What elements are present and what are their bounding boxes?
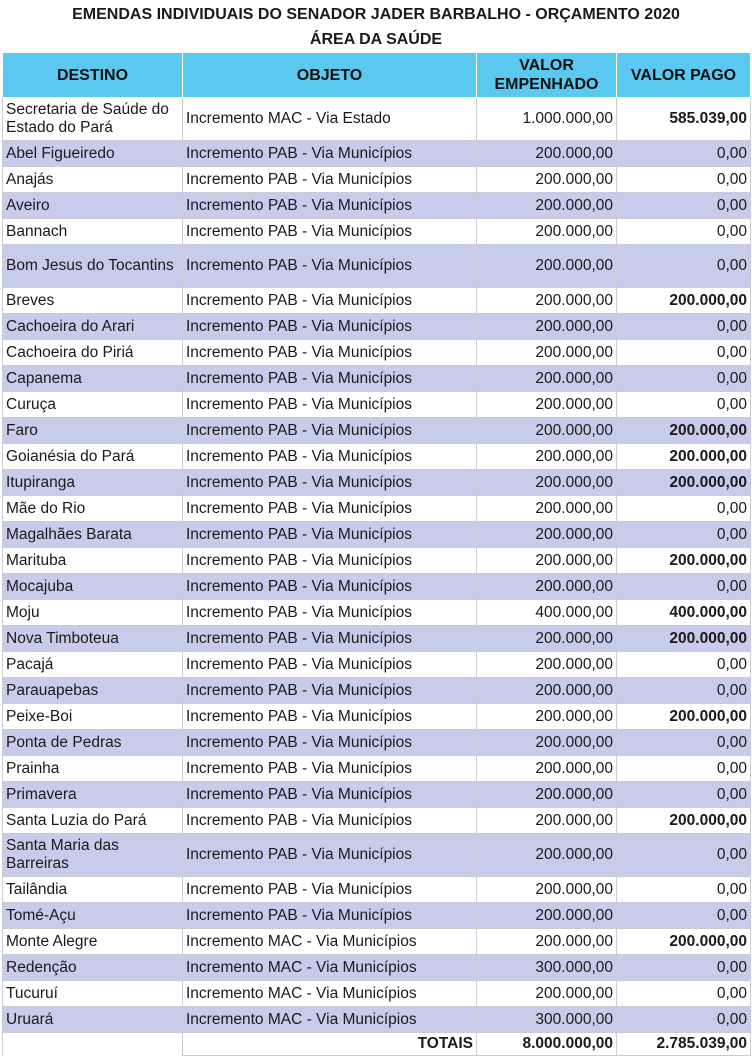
cell-valor-pago: 0,00 — [617, 141, 751, 167]
cell-destino: Parauapebas — [3, 678, 183, 704]
cell-objeto: Incremento PAB - Via Municípios — [183, 522, 477, 548]
cell-destino: Tailândia — [3, 877, 183, 903]
cell-objeto: Incremento MAC - Via Municípios — [183, 981, 477, 1007]
cell-valor-empenhado: 300.000,00 — [477, 955, 617, 981]
table-row — [3, 141, 751, 167]
cell-objeto: Incremento PAB - Via Municípios — [183, 808, 477, 834]
cell-valor-empenhado: 200.000,00 — [477, 245, 617, 288]
table-row — [3, 600, 751, 626]
totals-label: TOTAIS — [183, 1033, 477, 1056]
cell-valor-empenhado: 200.000,00 — [477, 366, 617, 392]
totals-pago: 2.785.039,00 — [617, 1033, 751, 1056]
cell-destino: Magalhães Barata — [3, 522, 183, 548]
cell-destino: Prainha — [3, 756, 183, 782]
table-title-block — [0, 0, 752, 52]
cell-valor-pago: 0,00 — [617, 314, 751, 340]
cell-valor-pago: 585.039,00 — [617, 98, 751, 141]
cell-valor-pago: 200.000,00 — [617, 548, 751, 574]
cell-valor-pago: 200.000,00 — [617, 929, 751, 955]
cell-objeto: Incremento PAB - Via Municípios — [183, 704, 477, 730]
cell-valor-empenhado: 200.000,00 — [477, 548, 617, 574]
cell-valor-pago: 200.000,00 — [617, 808, 751, 834]
header-destino: DESTINO — [3, 53, 183, 98]
cell-valor-empenhado: 200.000,00 — [477, 193, 617, 219]
cell-objeto: Incremento PAB - Via Municípios — [183, 418, 477, 444]
cell-valor-pago: 0,00 — [617, 522, 751, 548]
table-row — [3, 245, 751, 288]
cell-valor-pago: 200.000,00 — [617, 704, 751, 730]
amendments-table — [2, 52, 751, 1056]
cell-objeto: Incremento MAC - Via Municípios — [183, 929, 477, 955]
cell-valor-empenhado: 200.000,00 — [477, 418, 617, 444]
cell-destino: Cachoeira do Arari — [3, 314, 183, 340]
cell-valor-pago: 0,00 — [617, 392, 751, 418]
cell-destino: Faro — [3, 418, 183, 444]
cell-valor-pago: 0,00 — [617, 678, 751, 704]
cell-valor-empenhado: 200.000,00 — [477, 574, 617, 600]
cell-destino: Pacajá — [3, 652, 183, 678]
cell-objeto: Incremento PAB - Via Municípios — [183, 141, 477, 167]
cell-destino: Curuça — [3, 392, 183, 418]
cell-valor-pago: 0,00 — [617, 574, 751, 600]
cell-objeto: Incremento MAC - Via Municípios — [183, 955, 477, 981]
cell-objeto: Incremento PAB - Via Municípios — [183, 903, 477, 929]
cell-destino: Mocajuba — [3, 574, 183, 600]
table-row — [3, 288, 751, 314]
cell-objeto: Incremento PAB - Via Municípios — [183, 626, 477, 652]
table-row — [3, 981, 751, 1007]
cell-destino: Peixe-Boi — [3, 704, 183, 730]
cell-valor-pago: 200.000,00 — [617, 444, 751, 470]
cell-valor-empenhado: 200.000,00 — [477, 470, 617, 496]
table-title: EMENDAS INDIVIDUAIS DO SENADOR JADER BARBALHO - ORÇAMENTO 2020 — [72, 6, 680, 23]
cell-objeto: Incremento PAB - Via Municípios — [183, 834, 477, 877]
cell-objeto: Incremento PAB - Via Municípios — [183, 756, 477, 782]
table-row — [3, 808, 751, 834]
cell-destino: Santa Maria das Barreiras — [3, 834, 183, 877]
table-row — [3, 929, 751, 955]
cell-valor-empenhado: 200.000,00 — [477, 444, 617, 470]
cell-valor-pago: 0,00 — [617, 496, 751, 522]
table-row — [3, 314, 751, 340]
cell-valor-empenhado: 200.000,00 — [477, 834, 617, 877]
cell-valor-pago: 200.000,00 — [617, 470, 751, 496]
cell-valor-pago: 400.000,00 — [617, 600, 751, 626]
table-row — [3, 1007, 751, 1033]
cell-destino: Tucuruí — [3, 981, 183, 1007]
cell-valor-pago: 0,00 — [617, 167, 751, 193]
cell-valor-pago: 0,00 — [617, 834, 751, 877]
table-row — [3, 193, 751, 219]
cell-valor-pago: 0,00 — [617, 981, 751, 1007]
cell-valor-empenhado: 200.000,00 — [477, 219, 617, 245]
cell-valor-pago: 0,00 — [617, 955, 751, 981]
table-row — [3, 678, 751, 704]
cell-objeto: Incremento PAB - Via Municípios — [183, 496, 477, 522]
cell-destino: Nova Timboteua — [3, 626, 183, 652]
cell-objeto: Incremento PAB - Via Municípios — [183, 340, 477, 366]
cell-objeto: Incremento PAB - Via Municípios — [183, 678, 477, 704]
cell-valor-pago: 0,00 — [617, 782, 751, 808]
cell-destino: Marituba — [3, 548, 183, 574]
cell-valor-empenhado: 200.000,00 — [477, 704, 617, 730]
cell-valor-empenhado: 1.000.000,00 — [477, 98, 617, 141]
cell-destino: Santa Luzia do Pará — [3, 808, 183, 834]
table-row — [3, 834, 751, 877]
cell-valor-pago: 0,00 — [617, 756, 751, 782]
table-body — [3, 98, 751, 1033]
table-row — [3, 730, 751, 756]
cell-destino: Cachoeira do Piriá — [3, 340, 183, 366]
cell-destino: Mãe do Rio — [3, 496, 183, 522]
cell-destino: Monte Alegre — [3, 929, 183, 955]
table-row — [3, 652, 751, 678]
cell-valor-pago: 0,00 — [617, 903, 751, 929]
cell-destino: Bom Jesus do Tocantins — [3, 245, 183, 288]
cell-objeto: Incremento PAB - Via Municípios — [183, 730, 477, 756]
table-row — [3, 574, 751, 600]
cell-valor-empenhado: 200.000,00 — [477, 167, 617, 193]
cell-valor-empenhado: 200.000,00 — [477, 340, 617, 366]
table-row — [3, 548, 751, 574]
cell-objeto: Incremento MAC - Via Municípios — [183, 1007, 477, 1033]
cell-destino: Ponta de Pedras — [3, 730, 183, 756]
cell-valor-empenhado: 200.000,00 — [477, 522, 617, 548]
cell-objeto: Incremento PAB - Via Municípios — [183, 548, 477, 574]
cell-valor-empenhado: 200.000,00 — [477, 652, 617, 678]
header-valor-empenhado: VALOR EMPENHADO — [477, 53, 617, 98]
cell-destino: Itupiranga — [3, 470, 183, 496]
table-row — [3, 366, 751, 392]
cell-valor-empenhado: 200.000,00 — [477, 808, 617, 834]
table-row — [3, 444, 751, 470]
cell-valor-pago: 0,00 — [617, 340, 751, 366]
cell-valor-empenhado: 200.000,00 — [477, 877, 617, 903]
cell-valor-pago: 0,00 — [617, 730, 751, 756]
table-row — [3, 903, 751, 929]
header-valor-pago: VALOR PAGO — [617, 53, 751, 98]
totals-spacer — [3, 1033, 183, 1056]
cell-objeto: Incremento PAB - Via Municípios — [183, 167, 477, 193]
cell-valor-empenhado: 200.000,00 — [477, 314, 617, 340]
table-row — [3, 219, 751, 245]
cell-destino: Abel Figueiredo — [3, 141, 183, 167]
cell-valor-empenhado: 200.000,00 — [477, 929, 617, 955]
cell-valor-empenhado: 200.000,00 — [477, 678, 617, 704]
cell-destino: Anajás — [3, 167, 183, 193]
cell-valor-empenhado: 200.000,00 — [477, 756, 617, 782]
cell-destino: Bannach — [3, 219, 183, 245]
table-row — [3, 167, 751, 193]
cell-valor-pago: 0,00 — [617, 219, 751, 245]
cell-valor-empenhado: 200.000,00 — [477, 782, 617, 808]
cell-valor-empenhado: 200.000,00 — [477, 496, 617, 522]
table-row — [3, 98, 751, 141]
cell-valor-pago: 0,00 — [617, 1007, 751, 1033]
table-row — [3, 955, 751, 981]
cell-objeto: Incremento PAB - Via Municípios — [183, 444, 477, 470]
cell-destino: Moju — [3, 600, 183, 626]
cell-valor-pago: 0,00 — [617, 366, 751, 392]
header-row — [3, 53, 751, 98]
cell-objeto: Incremento PAB - Via Municípios — [183, 245, 477, 288]
cell-objeto: Incremento PAB - Via Municípios — [183, 574, 477, 600]
cell-destino: Redenção — [3, 955, 183, 981]
cell-objeto: Incremento PAB - Via Municípios — [183, 392, 477, 418]
cell-valor-empenhado: 200.000,00 — [477, 141, 617, 167]
table-row — [3, 470, 751, 496]
table-row — [3, 626, 751, 652]
cell-valor-pago: 200.000,00 — [617, 418, 751, 444]
cell-valor-pago: 200.000,00 — [617, 626, 751, 652]
cell-objeto: Incremento PAB - Via Municípios — [183, 314, 477, 340]
cell-objeto: Incremento PAB - Via Municípios — [183, 219, 477, 245]
cell-destino: Aveiro — [3, 193, 183, 219]
cell-destino: Breves — [3, 288, 183, 314]
table-row — [3, 392, 751, 418]
cell-destino: Uruará — [3, 1007, 183, 1033]
cell-destino: Secretaria de Saúde do Estado do Pará — [3, 98, 183, 141]
table-row — [3, 418, 751, 444]
cell-valor-pago: 0,00 — [617, 877, 751, 903]
cell-objeto: Incremento PAB - Via Municípios — [183, 470, 477, 496]
cell-objeto: Incremento PAB - Via Municípios — [183, 652, 477, 678]
cell-valor-pago: 200.000,00 — [617, 288, 751, 314]
cell-valor-empenhado: 400.000,00 — [477, 600, 617, 626]
table-row — [3, 522, 751, 548]
cell-valor-pago: 0,00 — [617, 245, 751, 288]
table-row — [3, 340, 751, 366]
cell-valor-empenhado: 200.000,00 — [477, 626, 617, 652]
cell-destino: Capanema — [3, 366, 183, 392]
cell-objeto: Incremento PAB - Via Municípios — [183, 288, 477, 314]
cell-destino: Primavera — [3, 782, 183, 808]
cell-objeto: Incremento PAB - Via Municípios — [183, 366, 477, 392]
cell-valor-pago: 0,00 — [617, 193, 751, 219]
table-row — [3, 782, 751, 808]
table-row — [3, 704, 751, 730]
header-objeto: OBJETO — [183, 53, 477, 98]
cell-destino: Goianésia do Pará — [3, 444, 183, 470]
table-row — [3, 877, 751, 903]
totals-empenhado: 8.000.000,00 — [477, 1033, 617, 1056]
totals-row — [3, 1033, 751, 1056]
cell-valor-empenhado: 200.000,00 — [477, 903, 617, 929]
cell-objeto: Incremento PAB - Via Municípios — [183, 877, 477, 903]
table-row — [3, 496, 751, 522]
cell-objeto: Incremento PAB - Via Municípios — [183, 600, 477, 626]
table-row — [3, 756, 751, 782]
cell-valor-empenhado: 200.000,00 — [477, 730, 617, 756]
cell-destino: Tomé-Açu — [3, 903, 183, 929]
cell-valor-empenhado: 200.000,00 — [477, 392, 617, 418]
cell-valor-empenhado: 300.000,00 — [477, 1007, 617, 1033]
cell-objeto: Incremento MAC - Via Estado — [183, 98, 477, 141]
cell-valor-pago: 0,00 — [617, 652, 751, 678]
cell-objeto: Incremento PAB - Via Municípios — [183, 193, 477, 219]
cell-valor-empenhado: 200.000,00 — [477, 981, 617, 1007]
table-subtitle: ÁREA DA SAÚDE — [309, 31, 443, 48]
cell-objeto: Incremento PAB - Via Municípios — [183, 782, 477, 808]
cell-valor-empenhado: 200.000,00 — [477, 288, 617, 314]
